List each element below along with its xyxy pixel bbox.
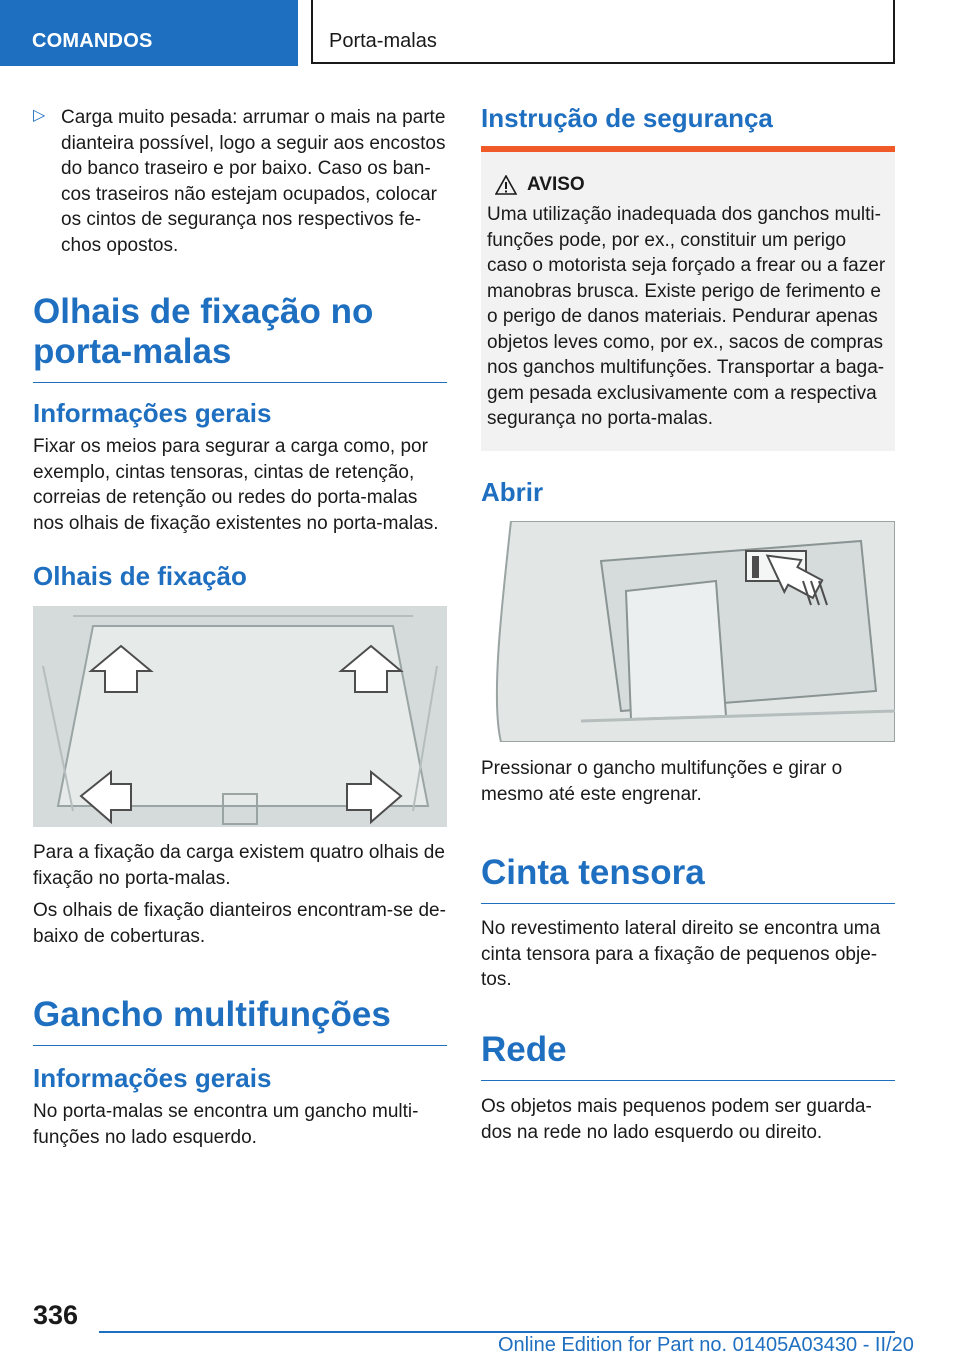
paragraph-abrir: Pressionar o gancho multifunções e girar o mesmo até este engrenar. <box>481 758 843 805</box>
bullet-triangle-icon: ▷ <box>33 107 46 124</box>
heading-rede: Rede <box>481 1030 895 1081</box>
heading-olhais-porta-malas: Olhais de fixação no porta‐malas <box>33 292 447 383</box>
subsection-olhais <box>33 561 447 591</box>
heading-instrucao-seguranca: Instrução de segurança <box>481 103 773 133</box>
section-tab: COMANDOS <box>0 0 298 66</box>
edition-link[interactable]: Online Edition for Part no. 01405A03430 - II/20 <box>498 1334 914 1356</box>
subsection-info-2 <box>33 1063 447 1150</box>
cinta-description <box>481 916 895 993</box>
heading-informacoes-gerais-2: Informações gerais <box>33 1063 272 1093</box>
hook-illustration <box>481 521 895 742</box>
section-cinta <box>481 853 895 904</box>
heading-gancho-multifuncoes: Gancho multifunções <box>33 995 447 1046</box>
olhais-description <box>33 840 447 949</box>
paragraph-olhais-2: Os olhais de fixação dianteiros encontram-se de‐ baixo de coberturas. <box>33 900 446 947</box>
warning-box <box>481 146 895 451</box>
paragraph-cinta: No revestimento lateral direito se encontra uma cinta tensora para a fixação de pequenos obje‐ tos. <box>481 918 881 990</box>
trunk-floor-illustration <box>33 606 447 827</box>
paragraph-rede: Os objetos mais pequenos podem ser guarda‐ dos na rede no lado esquerdo ou direito. <box>481 1096 872 1143</box>
abrir-description <box>481 756 895 807</box>
subsection-seguranca <box>481 103 895 133</box>
footer-rule <box>99 1331 895 1333</box>
warning-text: Uma utilização inadequada dos ganchos multi‐ funções pode, por ex., constituir um perigo caso o motorista seja forçado a frear ou a fazer manobras brusca. Existe perigo de ferimento e o perigo de danos materiais. Pendurar apenas objetos leves como, por ex., sacos de compras nos ganchos multifunções. Transportar a baga‐ gem pesada exclusivamente com a respectiva segurança no porta-malas. <box>487 204 886 429</box>
bullet-item <box>33 105 447 258</box>
heading-abrir: Abrir <box>481 477 544 507</box>
warning-triangle-icon <box>495 175 517 195</box>
page-title: Porta-malas <box>311 0 895 64</box>
rede-description <box>481 1094 895 1145</box>
section-gancho <box>33 995 447 1046</box>
paragraph-info-2: No porta-malas se encontra um gancho multi‐ funções no lado esquerdo. <box>33 1101 419 1148</box>
warning-title: AVISO <box>527 174 585 195</box>
heading-informacoes-gerais-1: Informações gerais <box>33 398 272 428</box>
paragraph-info-1: Fixar os meios para segurar a carga como, por exemplo, cintas tensoras, cintas de retenção, correias de retenção ou redes do porta-malas nos olhais de fixação existentes no porta-malas. <box>33 436 439 534</box>
subsection-info-1 <box>33 398 447 536</box>
paragraph-olhais-1: Para a fixação da carga existem quatro olhais de fixação no porta-malas. <box>33 842 445 889</box>
page-number: 336 <box>33 1300 79 1330</box>
section-rede <box>481 1030 895 1081</box>
bullet-text: Carga muito pesada: arrumar o mais na parte dianteira possível, logo a seguir aos encostos do banco traseiro e por baixo. Caso os ban‐ cos traseiros não estejam ocupados, colocar os cintos de segurança nos respectivos fe‐ chos opostos. <box>61 107 446 256</box>
section-olhais-porta-malas <box>33 292 447 383</box>
heading-olhais-fixacao: Olhais de fixação <box>33 561 247 591</box>
heading-cinta-tensora: Cinta tensora <box>481 853 895 904</box>
subsection-abrir <box>481 477 895 507</box>
